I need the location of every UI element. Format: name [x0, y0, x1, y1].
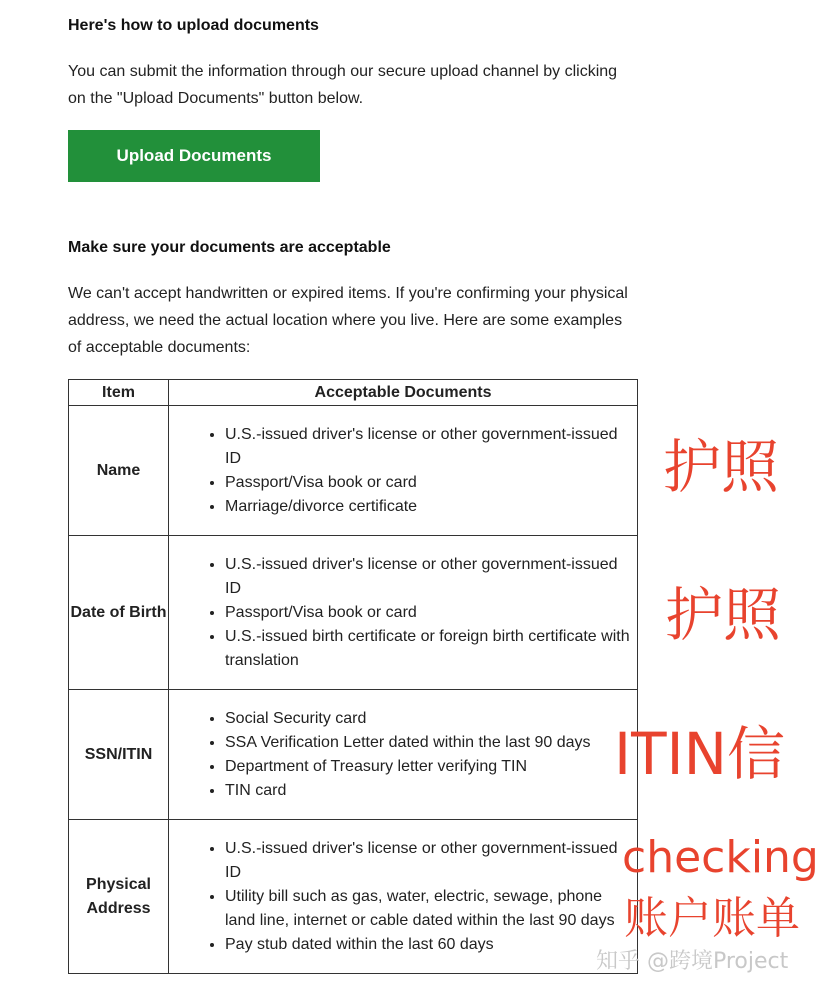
item-physical-address [69, 820, 169, 974]
docs-cell-physical-address [169, 820, 638, 974]
docs-list-date-of-birth [169, 553, 637, 673]
docs-cell-ssn-itin [169, 690, 638, 820]
acceptable-documents-table [68, 379, 638, 974]
docs-cell-name [169, 406, 638, 536]
acceptable-heading: Make sure your documents are acceptable [68, 239, 391, 256]
list-item: • TIN card [225, 779, 637, 803]
list-item: • U.S.-issued driver's license or other government-issued ID [225, 423, 637, 471]
table-row-ssn-itin [69, 690, 638, 820]
annotation-account-statement: 账户账单 [624, 893, 800, 944]
list-item: • Utility bill such as gas, water, electric, sewage, phone land line, internet or cable dated within the last 90 days [225, 885, 637, 933]
item-physical-address-line1: Physical [86, 875, 151, 893]
list-item: • Social Security card [225, 707, 637, 731]
table-row-date-of-birth [69, 536, 638, 690]
list-item: • Passport/Visa book or card [225, 601, 637, 625]
docs-list-ssn-itin [169, 707, 637, 803]
upload-documents-button[interactable]: Upload Documents [68, 130, 320, 182]
annotation-itin-letter: ITIN信 [614, 720, 786, 788]
docs-list-name [169, 423, 637, 519]
list-item: • SSA Verification Letter dated within the last 90 days [225, 731, 637, 755]
docs-cell-date-of-birth [169, 536, 638, 690]
annotation-passport-dob: 护照 [665, 581, 782, 649]
item-ssn-itin: SSN/ITIN [69, 690, 169, 820]
docs-list-physical-address [169, 837, 637, 957]
list-item: • Pay stub dated within the last 60 days [225, 933, 637, 957]
annotation-checking: checking [622, 832, 819, 883]
table-row-physical-address [69, 820, 638, 974]
list-item: • U.S.-issued birth certificate or foreign birth certificate with translation [225, 625, 637, 673]
item-name: Name [69, 406, 169, 536]
watermark: 知乎 @跨境Project [596, 949, 789, 974]
list-item: • Marriage/divorce certificate [225, 495, 637, 519]
column-header-item: Item [69, 380, 169, 406]
table-row-name [69, 406, 638, 536]
list-item: • Passport/Visa book or card [225, 471, 637, 495]
upload-heading: Here's how to upload documents [68, 17, 319, 34]
item-physical-address-line2: Address [86, 899, 151, 917]
list-item: • U.S.-issued driver's license or other government-issued ID [225, 553, 637, 601]
list-item: • U.S.-issued driver's license or other government-issued ID [225, 837, 637, 885]
upload-instructions: You can submit the information through our secure upload channel by clicking on the "Upload Documents" button below. [68, 63, 618, 107]
annotation-passport-name: 护照 [663, 433, 780, 501]
item-date-of-birth: Date of Birth [69, 536, 169, 690]
table-header-row [69, 380, 638, 406]
acceptable-instructions: We can't accept handwritten or expired items. If you're confirming your physical address, we need the actual location where you live. Here are some examples of acceptable documents: [68, 285, 628, 356]
column-header-documents: Acceptable Documents [169, 380, 638, 406]
list-item: • Department of Treasury letter verifying TIN [225, 755, 637, 779]
